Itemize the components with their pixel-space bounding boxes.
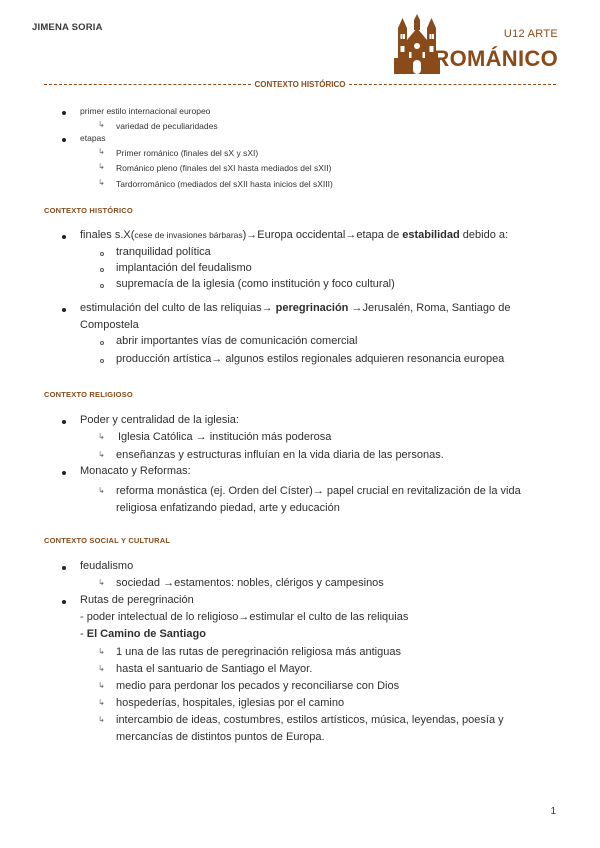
list-item: sociedad →estamentos: nobles, clérigos y campesinos [116, 577, 384, 589]
list-item: enseñanzas y estructuras influían en la vida diaria de las personas. [116, 449, 444, 461]
list-item: tranquilidad política [116, 246, 211, 258]
bullet-dot [62, 308, 66, 312]
list-item [80, 302, 510, 314]
arrow-icon: ↳ [98, 147, 105, 156]
bullet-dot [62, 111, 66, 115]
arrow-icon: ↳ [98, 450, 105, 459]
text-run: finales s.X( [80, 229, 135, 241]
list-item: supremacía de la iglesia (como institución y foco cultural) [116, 278, 395, 290]
arrow-icon: ↳ [98, 664, 105, 673]
divider-line-right [349, 84, 556, 85]
circle-bullet [100, 341, 104, 345]
bullet-dot [62, 235, 66, 239]
list-item-line [80, 628, 206, 640]
arrow-icon: ↳ [98, 486, 105, 495]
list-item [80, 229, 508, 241]
list-item: Monacato y Reformas: [80, 465, 191, 477]
list-item: implantación del feudalismo [116, 262, 252, 274]
list-item: variedad de peculiaridades [116, 121, 218, 131]
list-item: medio para perdonar los pecados y reconciliarse con Dios [116, 680, 400, 692]
circle-bullet [100, 252, 104, 256]
text-run: →Jerusalén, Roma, Santiago de [348, 302, 511, 314]
arrow-icon: ↳ [98, 178, 105, 187]
list-item-line: - poder intelectual de lo religioso→estimular el culto de las reliquias [80, 611, 409, 623]
section-heading-historico: CONTEXTO HISTÓRICO [44, 206, 133, 215]
arrow-icon: ↳ [98, 120, 105, 129]
list-item: hospederías, hospitales, iglesias por el camino [116, 697, 345, 709]
list-item: hasta el santuario de Santiago el Mayor. [116, 663, 313, 675]
arrow-icon: ↳ [98, 715, 105, 724]
circle-bullet [100, 284, 104, 288]
author-name: JIMENA SORIA [32, 22, 103, 33]
arrow-icon: ↳ [98, 681, 105, 690]
list-item: Primer románico (finales del sX y sXI) [116, 148, 259, 158]
list-item: Tardorrománico (mediados del sXII hasta inicios del sXIII) [116, 179, 333, 189]
list-item: Poder y centralidad de la iglesia: [80, 414, 239, 426]
list-item: reforma monástica (ej. Orden del Císter)→ papel crucial en revitalización de la vida [116, 485, 521, 497]
arrow-icon: ↳ [98, 578, 105, 587]
list-item-continuation: Compostela [80, 319, 139, 331]
divider-title: CONTEXTO HISTÓRICO [254, 80, 346, 89]
list-item: producción artística→ algunos estilos regionales adquieren resonancia europea [116, 353, 505, 365]
arrow-icon: ↳ [98, 698, 105, 707]
circle-bullet [100, 359, 104, 363]
bullet-dot [62, 420, 66, 424]
page-title: ROMÁNICO [433, 46, 558, 71]
list-item: feudalismo [80, 560, 134, 572]
bullet-dot [62, 600, 66, 604]
section-heading-religioso: CONTEXTO RELIGIOSO [44, 390, 133, 399]
text-run: )→Europa occidental→etapa de [242, 229, 403, 241]
bullet-dot [62, 138, 66, 142]
title-divider [44, 80, 556, 89]
list-item: etapas [80, 133, 106, 143]
divider-line-left [44, 84, 251, 85]
list-item-continuation: religiosa enfatizando piedad, arte y educación [116, 502, 340, 514]
arrow-icon: ↳ [98, 432, 105, 441]
text-run: estimulación del culto de las reliquias→ [80, 302, 276, 314]
text-run: debido a: [459, 229, 509, 241]
section-heading-social: CONTEXTO SOCIAL Y CULTURAL [44, 536, 171, 545]
text-run-bold: El Camino de Santiago [86, 628, 206, 640]
circle-bullet [100, 268, 104, 272]
text-run: - [80, 628, 87, 640]
page-number: 1 [550, 806, 556, 817]
bullet-dot [62, 471, 66, 475]
list-item: intercambio de ideas, costumbres, estilos artísticos, música, leyendas, poesía y [116, 714, 504, 726]
list-item: 1 una de las rutas de peregrinación religiosa más antiguas [116, 646, 401, 658]
text-run-bold: peregrinación [275, 302, 349, 314]
text-run-bold: estabilidad [402, 229, 460, 241]
list-item: Iglesia Católica → institución más poderosa [118, 431, 332, 443]
list-item: Rutas de peregrinación [80, 594, 194, 606]
arrow-icon: ↳ [98, 162, 105, 171]
list-item: Románico pleno (finales del sXI hasta mediados del sXII) [116, 163, 332, 173]
list-item: primer estilo internacional europeo [80, 106, 211, 116]
text-run: cese de invasiones bárbaras [134, 230, 243, 240]
list-item-continuation: mercancías de distintos puntos de Europa. [116, 731, 325, 743]
list-item: abrir importantes vías de comunicación comercial [116, 335, 358, 347]
bullet-dot [62, 566, 66, 570]
arrow-icon: ↳ [98, 647, 105, 656]
unit-label: U12 ARTE [503, 28, 558, 40]
